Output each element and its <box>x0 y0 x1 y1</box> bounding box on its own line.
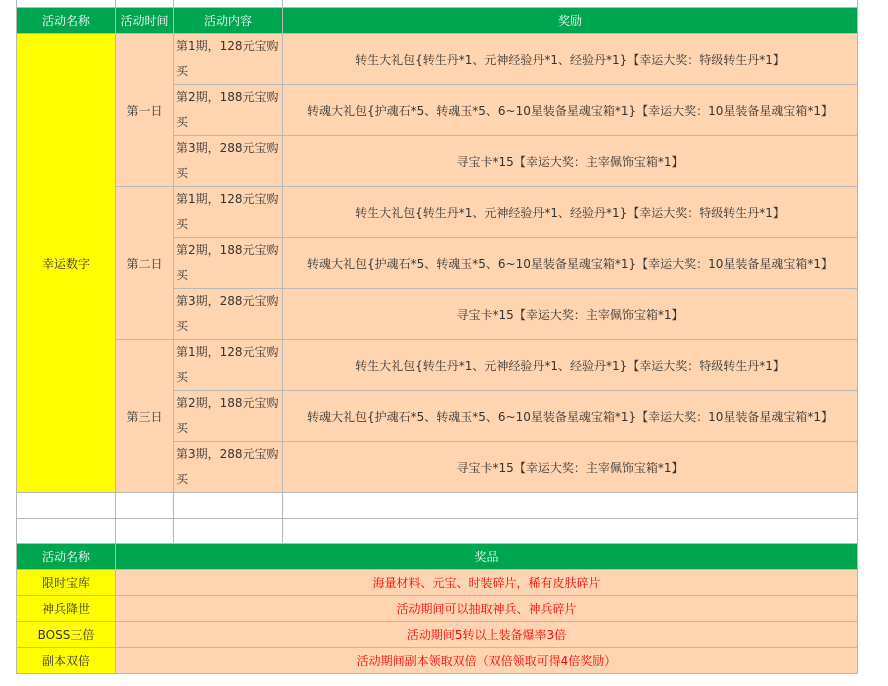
period-cell: 第3期，288元宝购买 <box>174 289 283 340</box>
lucky-number-table <box>16 0 858 545</box>
table-row <box>17 622 858 648</box>
event-name: 限时宝库 <box>17 570 116 596</box>
table-row <box>17 570 858 596</box>
prize-cell: 转生大礼包{转生丹*1、元神经验丹*1、经验丹*1}【幸运大奖：特级转生丹*1】 <box>283 187 858 238</box>
event-prize: 活动期间5转以上装备爆率3倍 <box>116 622 858 648</box>
prize-cell: 寻宝卡*15【幸运大奖：主宰佩饰宝箱*1】 <box>283 442 858 493</box>
event-prize: 海量材料、元宝、时装碎片，稀有皮肤碎片 <box>116 570 858 596</box>
event-prize: 活动期间可以抽取神兵、神兵碎片 <box>116 596 858 622</box>
period-cell: 第2期，188元宝购买 <box>174 238 283 289</box>
period-cell: 第1期，128元宝购买 <box>174 187 283 238</box>
header-reward: 奖励 <box>283 8 858 34</box>
header-activity-content: 活动内容 <box>174 8 283 34</box>
event-name: 神兵降世 <box>17 596 116 622</box>
period-cell: 第1期，128元宝购买 <box>174 340 283 391</box>
table-row <box>17 187 858 238</box>
top-spacer-row <box>17 0 858 8</box>
period-cell: 第2期，188元宝购买 <box>174 85 283 136</box>
activity-name-cell: 幸运数字 <box>17 34 116 493</box>
header-activity-time: 活动时间 <box>116 8 174 34</box>
table-row <box>17 340 858 391</box>
table-row <box>17 34 858 85</box>
prize-cell: 转魂大礼包{护魂石*5、转魂玉*5、6~10星装备星魂宝箱*1}【幸运大奖：10星装备星魂宝箱*1】 <box>283 238 858 289</box>
table-header-row <box>17 544 858 570</box>
period-cell: 第3期，288元宝购买 <box>174 136 283 187</box>
period-cell: 第2期，188元宝购买 <box>174 391 283 442</box>
prize-cell: 转生大礼包{转生丹*1、元神经验丹*1、经验丹*1}【幸运大奖：特级转生丹*1】 <box>283 340 858 391</box>
period-cell: 第3期，288元宝购买 <box>174 442 283 493</box>
header-activity-name: 活动名称 <box>17 8 116 34</box>
empty-row <box>17 519 858 545</box>
day-label: 第二日 <box>116 187 174 340</box>
day-label: 第一日 <box>116 34 174 187</box>
event-rewards-table <box>16 543 858 674</box>
event-name: 副本双倍 <box>17 648 116 674</box>
table-header-row <box>17 8 858 34</box>
table-row <box>17 648 858 674</box>
prize-cell: 寻宝卡*15【幸运大奖：主宰佩饰宝箱*1】 <box>283 289 858 340</box>
period-cell: 第1期，128元宝购买 <box>174 34 283 85</box>
prize-cell: 转生大礼包{转生丹*1、元神经验丹*1、经验丹*1}【幸运大奖：特级转生丹*1】 <box>283 34 858 85</box>
prize-cell: 转魂大礼包{护魂石*5、转魂玉*5、6~10星装备星魂宝箱*1}【幸运大奖：10星装备星魂宝箱*1】 <box>283 85 858 136</box>
table-row <box>17 596 858 622</box>
day-label: 第三日 <box>116 340 174 493</box>
event-name: BOSS三倍 <box>17 622 116 648</box>
empty-row <box>17 493 858 519</box>
header-prize: 奖品 <box>116 544 858 570</box>
event-prize: 活动期间副本领取双倍（双倍领取可得4倍奖励） <box>116 648 858 674</box>
prize-cell: 寻宝卡*15【幸运大奖：主宰佩饰宝箱*1】 <box>283 136 858 187</box>
header-activity-name: 活动名称 <box>17 544 116 570</box>
prize-cell: 转魂大礼包{护魂石*5、转魂玉*5、6~10星装备星魂宝箱*1}【幸运大奖：10星装备星魂宝箱*1】 <box>283 391 858 442</box>
